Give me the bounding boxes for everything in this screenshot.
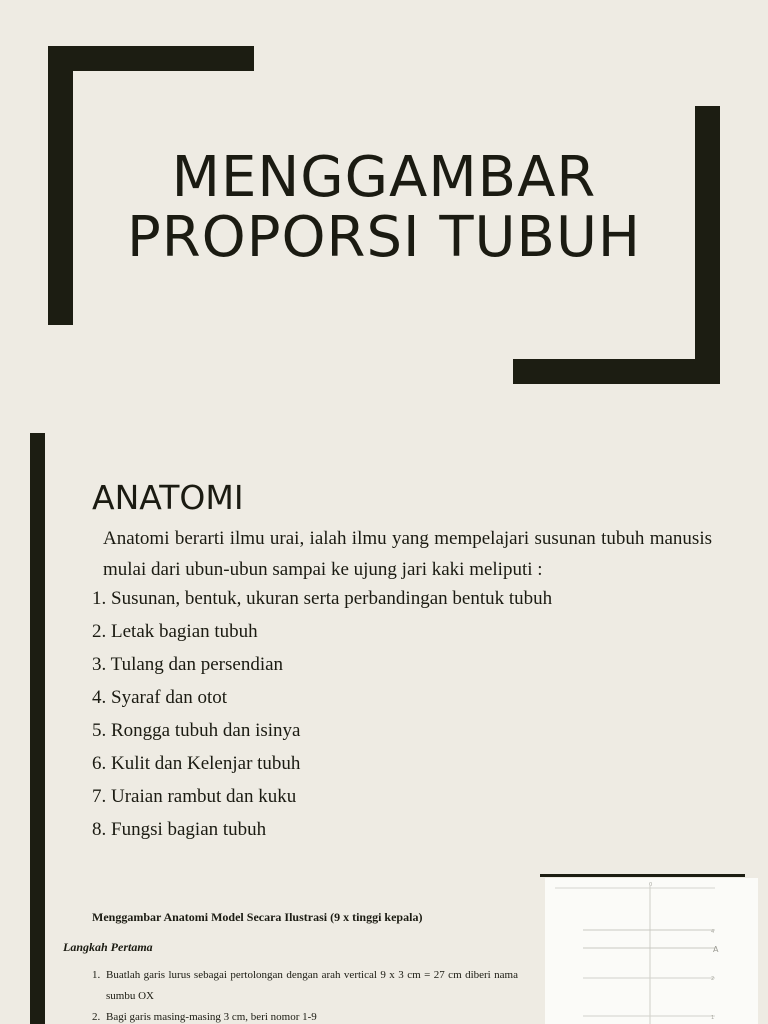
anatomy-list (92, 582, 552, 846)
svg-text:0: 0 (649, 882, 653, 888)
intro-paragraph: Anatomi berarti ilmu urai, ialah ilmu yang mempelajari susunan tubuh manusis mulai dari ubun-ubun sampai ke ujung jari kaki meliputi : (103, 528, 712, 580)
list-item: 4. Syaraf dan otot (92, 687, 228, 708)
title-slide (0, 0, 768, 433)
slide-title (0, 145, 768, 270)
list-item (92, 1007, 518, 1024)
item-number: 2. (92, 1011, 101, 1023)
title-line-2: PROPORSI TUBUH (126, 205, 642, 270)
item-text: Bagi garis masing-masing 3 cm, beri nomor 1-9 (106, 1011, 317, 1023)
frame-bottom-right-horizontal (513, 359, 720, 384)
slide3-title: Menggambar Anatomi Model Secara Ilustrasi (9 x tinggi kepala) (92, 910, 423, 924)
section-heading: ANATOMI (92, 478, 244, 517)
svg-text:1: 1 (711, 1015, 715, 1021)
list-item: 8. Fungsi bagian tubuh (92, 819, 267, 840)
list-item: 1. Susunan, bentuk, ukuran serta perbandingan bentuk tubuh (92, 588, 553, 609)
list-item: 6. Kulit dan Kelenjar tubuh (92, 753, 301, 774)
list-item (92, 965, 518, 1007)
left-accent-bar (30, 866, 45, 1024)
svg-text:4: 4 (711, 929, 715, 935)
list-item: 3. Tulang dan persendian (92, 654, 284, 675)
title-line-1: MENGGAMBAR (171, 145, 597, 210)
item-number: 1. (92, 969, 101, 981)
sketch-lines (545, 878, 758, 1024)
list-item: 2. Letak bagian tubuh (92, 621, 258, 642)
left-accent-bar (30, 433, 45, 866)
svg-text:2: 2 (711, 976, 715, 982)
list-item: 5. Rongga tubuh dan isinya (92, 720, 301, 741)
item-text: Buatlah garis lurus sebagai pertolongan dengan arah vertical 9 x 3 cm = 27 cm diberi nama sumbu OX (106, 969, 518, 1002)
anatomi-slide (0, 433, 768, 866)
list-item: 7. Uraian rambut dan kuku (92, 786, 297, 807)
illustration-slide (0, 866, 768, 1024)
proportion-sketch-image (545, 878, 758, 1024)
top-accent-line (540, 874, 745, 877)
step-label: Langkah Pertama (63, 940, 153, 954)
frame-top-left-horizontal (48, 46, 254, 71)
steps-list (92, 965, 518, 1024)
svg-text:A: A (713, 945, 719, 954)
